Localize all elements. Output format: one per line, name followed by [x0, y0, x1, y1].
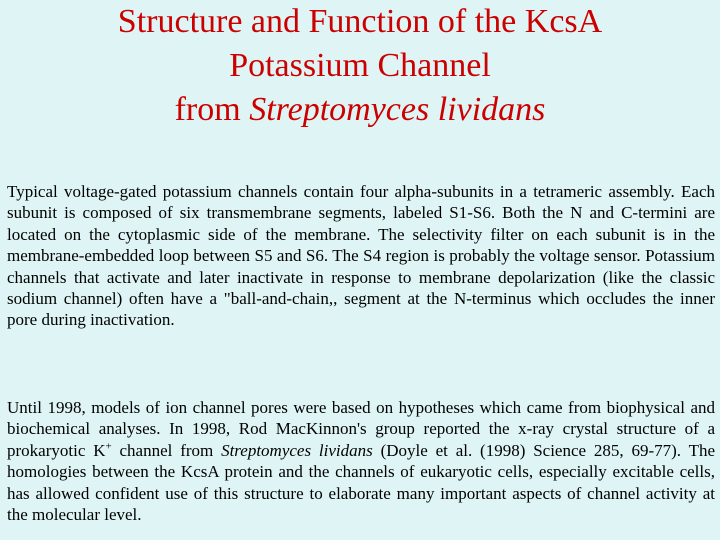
slide-title [0, 0, 720, 132]
title-line-3 [0, 88, 720, 132]
paragraph-2-part-3: (Doyle et al. (1998) Science 285, 69-77). The homologies between the KcsA protein and the channels of eukaryotic cells, especially excitable cells, has allowed confident use of this structure to elaborate many important aspects of channel activity at the molecular level. [7, 440, 715, 525]
paragraph-kcsa-structure [7, 397, 715, 525]
title-organism-name: Streptomyces lividans [249, 91, 546, 128]
title-line-3-prefix: from [174, 91, 250, 128]
title-line-1: Structure and Function of the KcsA [117, 3, 603, 40]
paragraph-2-part-1: Until 1998, models of ion channel pores were based on hypotheses which came from biophysical and biochemical analyses. In 1998, Rod MacKinnon's group reported the x-ray crystal structure of a prokaryotic K [7, 398, 715, 460]
paragraph-voltage-gated-channels: Typical voltage-gated potassium channels contain four alpha-subunits in a tetrameric assembly. Each subunit is composed of six transmembrane segments, labeled S1-S6. Both the N and C-termini are located on the cytoplasmic side of the membrane. The selectivity filter on each subunit is in the membrane-embedded loop between S5 and S6. The S4 region is probably the voltage sensor. Potassium channels that activate and later inactivate in response to membrane depolarization (like the classic sodium channel) often have a "ball-and-chain,, segment at the N-terminus which occludes the inner pore during inactivation. [7, 182, 715, 330]
paragraph-2-part-2: channel from [111, 440, 222, 460]
paragraph-2-organism-name: Streptomyces lividans [221, 440, 373, 460]
title-line-2: Potassium Channel [229, 47, 491, 84]
potassium-charge-superscript: + [105, 440, 112, 453]
